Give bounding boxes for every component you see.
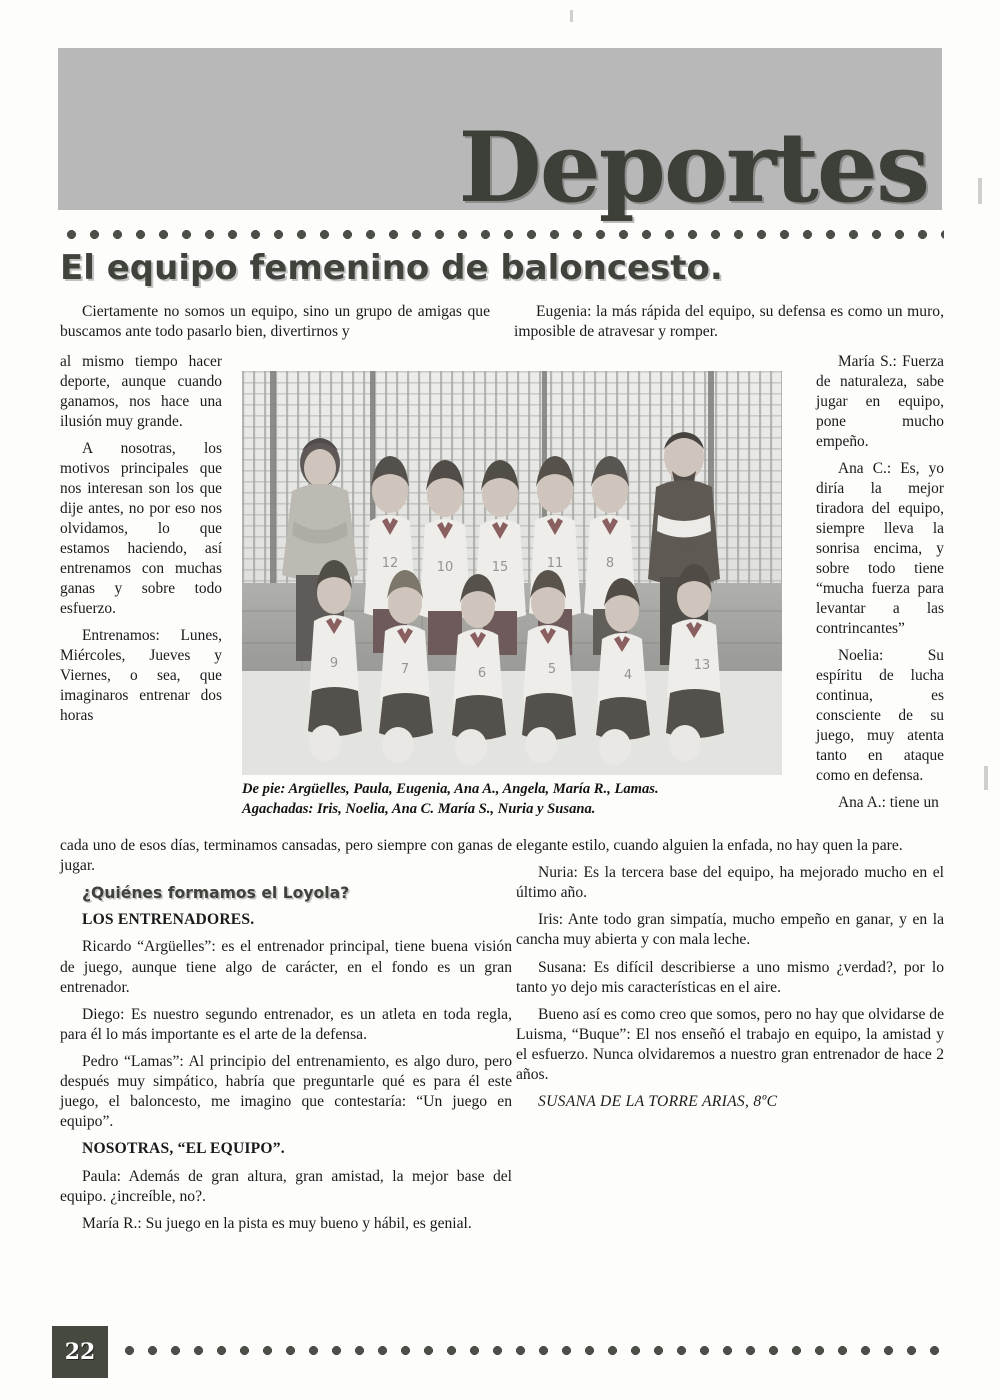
- article-byline: SUSANA DE LA TORRE ARIAS, 8ºC: [538, 1093, 778, 1111]
- intro-paragraph-left: Ciertamente no somos un equipo, sino un grupo de amigas que buscamos ante todo pasarlo bien, divertirnos y: [60, 303, 490, 341]
- svg-text:13: 13: [693, 658, 711, 673]
- dotted-rule-footer: [118, 1346, 942, 1355]
- photo-caption-line-kneeling: Agachadas: Iris, Noelia, Ana C. María S., Nuria y Susana.: [242, 800, 596, 817]
- team-photo-image: [242, 371, 782, 775]
- paragraph-nuria: Nuria: Es la tercera base del equipo, ha mejorado mucho en el último año.: [516, 864, 944, 902]
- svg-text:12: 12: [381, 556, 399, 571]
- photo-caption: [242, 780, 802, 819]
- scan-artifact: [978, 178, 982, 204]
- svg-text:9: 9: [329, 656, 339, 671]
- svg-text:7: 7: [400, 662, 410, 677]
- paragraph-entrenamos: Entrenamos: Lunes, Miércoles, Jueves y Viernes, o sea, que imaginaros entrenar dos horas: [60, 627, 222, 725]
- intro-block: [60, 302, 944, 342]
- paragraph-cierre: Bueno así es como creo que somos, pero no hay que olvidarse de Luisma, “Buque”: El nos enseñó el trabajo en equipo, la amistad y el esfuerzo. Nunca olvidaremos a nuestro gran entrenador de hace 2 años.: [516, 1005, 944, 1084]
- paragraph-ricardo: Ricardo “Argüelles”: es el entrenador principal, tiene buena visión de juego, aunque tiene algo de carácter, en el fondo es un gran entrenador.: [60, 938, 512, 996]
- svg-text:6: 6: [477, 666, 487, 681]
- heading-los-entrenadores: LOS ENTRENADORES.: [82, 911, 255, 929]
- svg-text:8: 8: [605, 556, 615, 571]
- intro-left-column: [60, 302, 490, 342]
- right-narrow-column: [816, 352, 944, 813]
- section-masthead-band: [58, 48, 942, 224]
- paragraph-ana-a-start: Ana A.: tiene un: [838, 794, 939, 812]
- section-subheading-quienes: ¿Quiénes formamos el Loyola?: [82, 884, 350, 903]
- scan-artifact: [570, 10, 573, 22]
- left-lower-column: [60, 836, 512, 1234]
- paragraph-susana: Susana: Es difícil describierse a uno mismo ¿verdad?, por lo tanto yo dejo mis características en el aire.: [516, 958, 944, 996]
- paragraph-paula: Paula: Además de gran altura, gran amistad, la mejor base del equipo. ¿increíble, no?.: [60, 1167, 512, 1205]
- svg-text:15: 15: [491, 560, 509, 575]
- paragraph-pedro: Pedro “Lamas”: Al principio del entrenamiento, es algo duro, pero después muy simpático, habría que preguntarle qué es para él este juego, el baloncesto, me imagino que contestaría: “Un juego en equipo”.: [60, 1052, 512, 1131]
- svg-text:4: 4: [623, 668, 633, 683]
- heading-nosotras-el-equipo: NOSOTRAS, “EL EQUIPO”.: [82, 1140, 285, 1158]
- paragraph-diego: Diego: Es nuestro segundo entrenador, es un atleta en toda regla, para él lo más importante es el arte de la defensa.: [60, 1005, 512, 1043]
- paragraph-cada-uno: cada uno de esos días, terminamos cansadas, pero siempre con ganas de jugar.: [60, 837, 512, 875]
- paragraph-ana-c: Ana C.: Es, yo diría la mejor tiradora del equipo, siempre lleva la sonrisa encima, y sobre todo tiene “mucha fuerza para levantar a las contrincantes”: [816, 460, 944, 638]
- paragraph-ana-a-cont: elegante estilo, cuando alguien la enfada, no hay quen la pare.: [516, 837, 903, 854]
- paragraph-maria-r: María R.: Su juego en la pista es muy bueno y hábil, es genial.: [82, 1214, 472, 1232]
- scan-artifact: [984, 766, 988, 790]
- article-headline: El equipo femenino de baloncesto.: [60, 248, 723, 288]
- svg-text:5: 5: [547, 662, 557, 677]
- paragraph-maria-s: María S.: Fuerza de naturaleza, sabe jugar en equipo, pone mucho empeño.: [816, 353, 944, 451]
- paragraph-iris: Iris: Ante todo gran simpatía, mucho empeño en ganar, y en la cancha muy abierta y con mala leche.: [516, 911, 944, 949]
- photo-caption-line-standing: De pie: Argüelles, Paula, Eugenia, Ana A., Angela, María R., Lamas.: [242, 781, 659, 797]
- left-narrow-column: [60, 352, 222, 726]
- right-lower-column: [516, 836, 944, 1112]
- svg-text:10: 10: [436, 560, 454, 575]
- team-photo: [242, 371, 782, 775]
- paragraph-a-nosotras: A nosotras, los motivos principales que nos interesan son los que dije antes, no por eso nos olvidamos, lo que estamos haciendo, así entrenamos con muchas ganas y sobre todo esfuerzo.: [60, 440, 222, 618]
- intro-right-column: [514, 302, 944, 342]
- svg-text:11: 11: [546, 556, 564, 571]
- dotted-rule-top: [60, 230, 944, 239]
- paragraph-al-mismo-tiempo: al mismo tiempo hacer deporte, aunque cuando ganamos, nos hace una ilusión muy grande.: [60, 353, 222, 431]
- paragraph-noelia: Noelia: Su espíritu de lucha continua, es consciente de su juego, muy atenta tanto en ataque como en defensa.: [816, 647, 944, 785]
- page-number: 22: [64, 1339, 96, 1365]
- page-number-box: [52, 1326, 108, 1378]
- intro-paragraph-right: Eugenia: la más rápida del equipo, su defensa es como un muro, imposible de atravesar y romper.: [514, 303, 944, 341]
- section-title: Deportes: [458, 111, 928, 224]
